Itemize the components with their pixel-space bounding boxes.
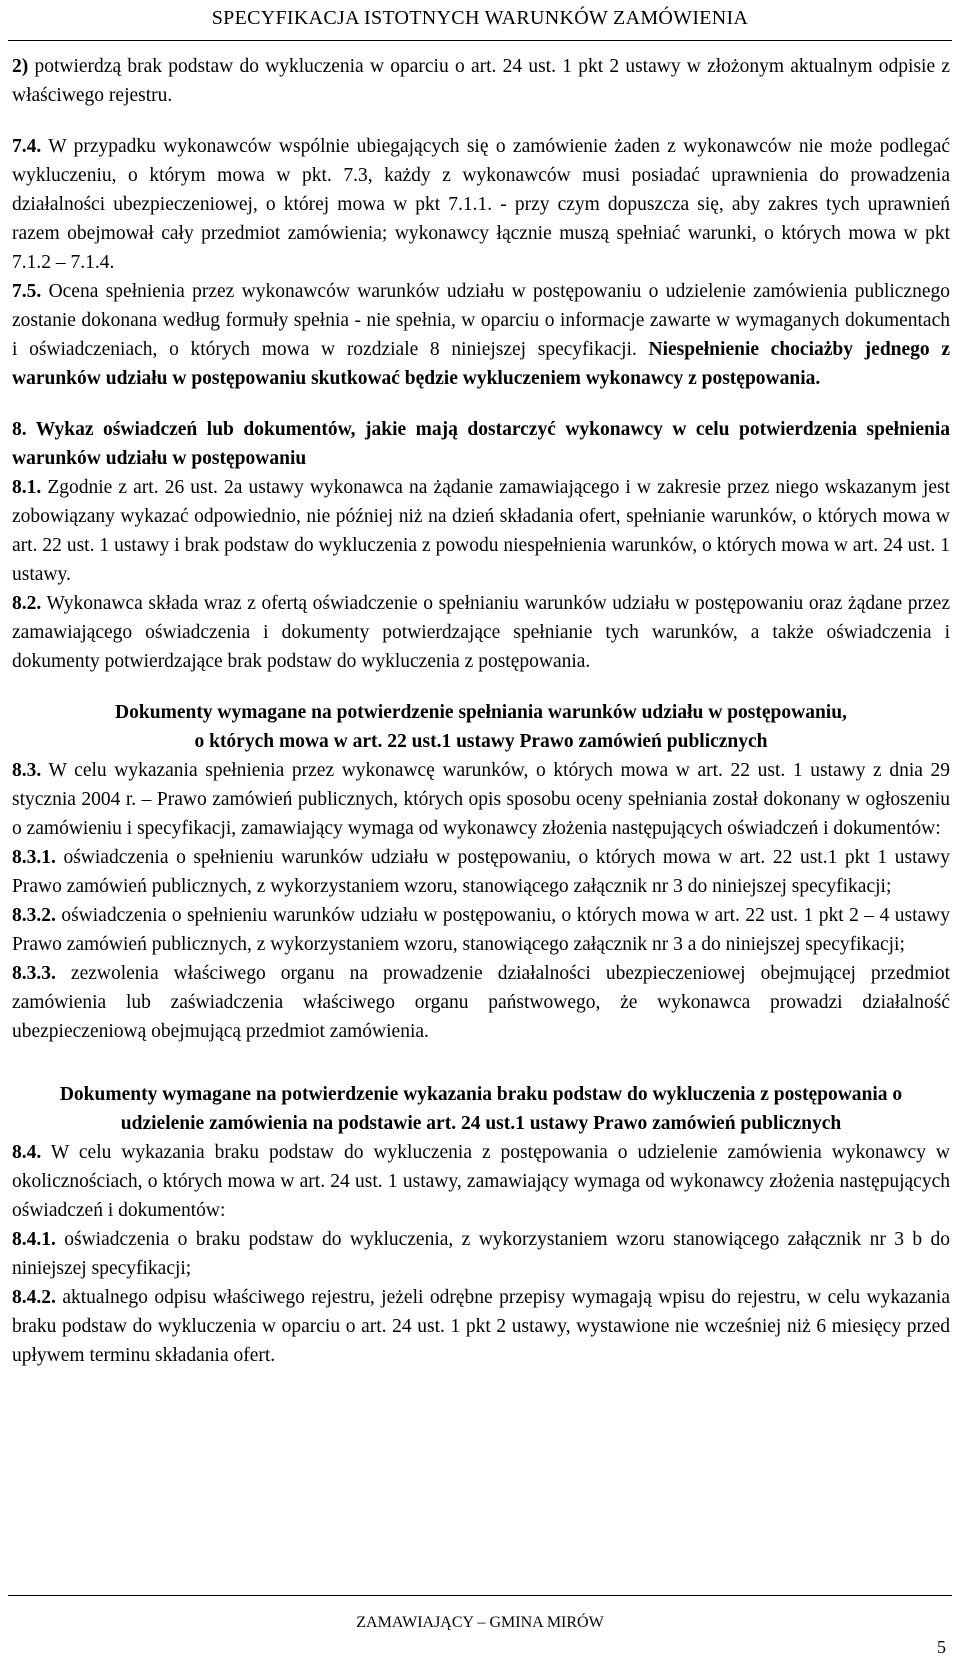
paragraph-text: Ocena spełnienia przez wykonawców warunków udziału w postępowaniu o udzielenie zamówienia publicznego zostanie dokonana według formuły spełnia - nie spełnia, w oparciu o informacje zawarte w wymaganych dokumentach i oświadczeniach, o których mowa w rozdziale 8 niniejszej specyfikacji. <box>12 281 950 360</box>
heading-exclusion: Dokumenty wymagane na potwierdzenie wykazania braku podstaw do wykluczenia z postępowania o udzielenie zamówienia na podstawie art. 24 ust.1 ustawy Prawo zamówień publicznych <box>59 1084 903 1134</box>
paragraph-text: zezwolenia właściwego organu na prowadzenie działalności ubezpieczeniowej obejmującej przedmiot zamówienia lub zaświadczenia właściwego organu państwowego, że wykonawca prowadzi działalność ubezpieczeniową obejmującą przedmiot zamówienia. <box>12 963 950 1042</box>
paragraph-8-4-1 <box>12 1225 950 1283</box>
paragraph-8-4-2 <box>12 1283 950 1370</box>
paragraph-number: 8.4.1. <box>12 1229 56 1250</box>
page-header: SPECYFIKACJA ISTOTNYCH WARUNKÓW ZAMÓWIENIA <box>211 7 749 29</box>
paragraph-bold-text: Niespełnienie chociażby jednego z warunków udziału w postępowaniu skutkować będzie wykluczeniem wykonawcy z postępowania. <box>12 339 950 389</box>
paragraph-number: 8.1. <box>12 477 42 498</box>
heading-conditions <box>12 698 950 756</box>
page-number: 5 <box>937 1637 946 1657</box>
heading-line-1: Dokumenty wymagane na potwierdzenie spełniania warunków udziału w postępowaniu, <box>115 702 847 723</box>
paragraph-8-3-2 <box>12 901 950 959</box>
paragraph-text: oświadczenia o spełnieniu warunków udziału w postępowaniu, o których mowa w art. 22 ust. 1 pkt 2 – 4 ustawy Prawo zamówień publicznych, z wykorzystaniem wzoru, stanowiącego załącznik nr 3 a do niniejszej specyfikacji; <box>12 905 950 955</box>
section-8-title: 8. Wykaz oświadczeń lub dokumentów, jakie mają dostarczyć wykonawcy w celu potwierdzenia spełnienia warunków udziału w postępowaniu <box>12 419 950 469</box>
paragraph-8-4 <box>12 1138 950 1225</box>
heading-line-2: o których mowa w art. 22 ust.1 ustawy Prawo zamówień publicznych <box>194 731 768 752</box>
paragraph-8-3-3 <box>12 959 950 1046</box>
paragraph-7-5 <box>12 277 950 393</box>
paragraph-number: 8.3.3. <box>12 963 56 984</box>
paragraph-text: potwierdzą brak podstaw do wykluczenia w oparciu o art. 24 ust. 1 pkt 2 ustawy w złożonym aktualnym odpisie z właściwego rejestru. <box>12 56 950 106</box>
paragraph-2 <box>12 52 950 110</box>
footer-divider <box>8 1595 952 1596</box>
paragraph-number: 7.5. <box>12 281 42 302</box>
paragraph-number: 8.3.1. <box>12 847 56 868</box>
paragraph-text: W celu wykazania braku podstaw do wykluczenia z postępowania o udzielenie zamówienia wykonawcy w okolicznościach, o których mowa w art. 24 ust. 1 ustawy, zamawiający wymaga od wykonawcy złożenia następujących oświadczeń i dokumentów: <box>12 1142 950 1221</box>
paragraph-8-3 <box>12 756 950 843</box>
paragraph-8-3-1 <box>12 843 950 901</box>
paragraph-number: 8.4.2. <box>12 1287 56 1308</box>
paragraph-text: W przypadku wykonawców wspólnie ubiegających się o zamówienie żaden z wykonawców nie może podlegać wykluczeniu, o którym mowa w pkt. 7.3, każdy z wykonawców musi posiadać uprawnienia do prowadzenia działalności ubezpieczeniowej, o której mowa w pkt 7.1.1. - przy czym dopuszcza się, aby zakres tych uprawnień razem obejmował cały przedmiot zamówienia; wykonawcy łącznie muszą spełniać warunki, o których mowa w pkt 7.1.2 – 7.1.4. <box>12 136 950 273</box>
paragraph-text: Wykonawca składa wraz z ofertą oświadczenie o spełnianiu warunków udziału w postępowaniu oraz żądane przez zamawiającego oświadczenia i dokumenty potwierdzające spełnianie tych warunków, a także oświadczenia i dokumenty potwierdzające brak podstaw do wykluczenia z postępowania. <box>12 593 950 672</box>
document-body <box>12 52 950 1370</box>
paragraph-number: 2) <box>12 56 29 77</box>
header-divider <box>8 40 952 41</box>
paragraph-text: Zgodnie z art. 26 ust. 2a ustawy wykonawca na żądanie zamawiającego i w zakresie przez niego wskazanym jest zobowiązany wykazać odpowiednio, nie później niż na dzień składania ofert, spełnianie warunków, o których mowa w art. 22 ust. 1 ustawy i brak podstaw do wykluczenia z powodu niespełnienia warunków, o których mowa w art. 24 ust. 1 ustawy. <box>12 477 950 585</box>
paragraph-text: aktualnego odpisu właściwego rejestru, jeżeli odrębne przepisy wymagają wpisu do rejestru, w celu wykazania braku podstaw do wykluczenia w oparciu o art. 24 ust. 1 pkt 2 ustawy, wystawione nie wcześniej niż 6 miesięcy przed upływem terminu składania ofert. <box>12 1287 950 1366</box>
paragraph-number: 8.4. <box>12 1142 42 1163</box>
paragraph-number: 8.3. <box>12 760 42 781</box>
paragraph-text: oświadczenia o spełnieniu warunków udziału w postępowaniu, o których mowa w art. 22 ust.1 pkt 1 ustawy Prawo zamówień publicznych, z wykorzystaniem wzoru, stanowiącego załącznik nr 3 do niniejszej specyfikacji; <box>12 847 950 897</box>
paragraph-text: W celu wykazania spełnienia przez wykonawcę warunków, o których mowa w art. 22 ust. 1 ustawy z dnia 29 stycznia 2004 r. – Prawo zamówień publicznych, których opis sposobu oceny spełniania został dokonany w ogłoszeniu o zamówieniu i specyfikacji, zamawiający wymaga od wykonawcy złożenia następujących oświadczeń i dokumentów: <box>12 760 950 839</box>
paragraph-text: oświadczenia o braku podstaw do wykluczenia, z wykorzystaniem wzoru stanowiącego załącznik nr 3 b do niniejszej specyfikacji; <box>12 1229 950 1279</box>
paragraph-number: 8.2. <box>12 593 42 614</box>
paragraph-number: 8.3.2. <box>12 905 56 926</box>
paragraph-number: 7.4. <box>12 136 42 157</box>
paragraph-8-1 <box>12 473 950 589</box>
paragraph-8-2 <box>12 589 950 676</box>
page-footer: ZAMAWIAJĄCY – GMINA MIRÓW <box>356 1614 604 1631</box>
paragraph-7-4 <box>12 132 950 277</box>
